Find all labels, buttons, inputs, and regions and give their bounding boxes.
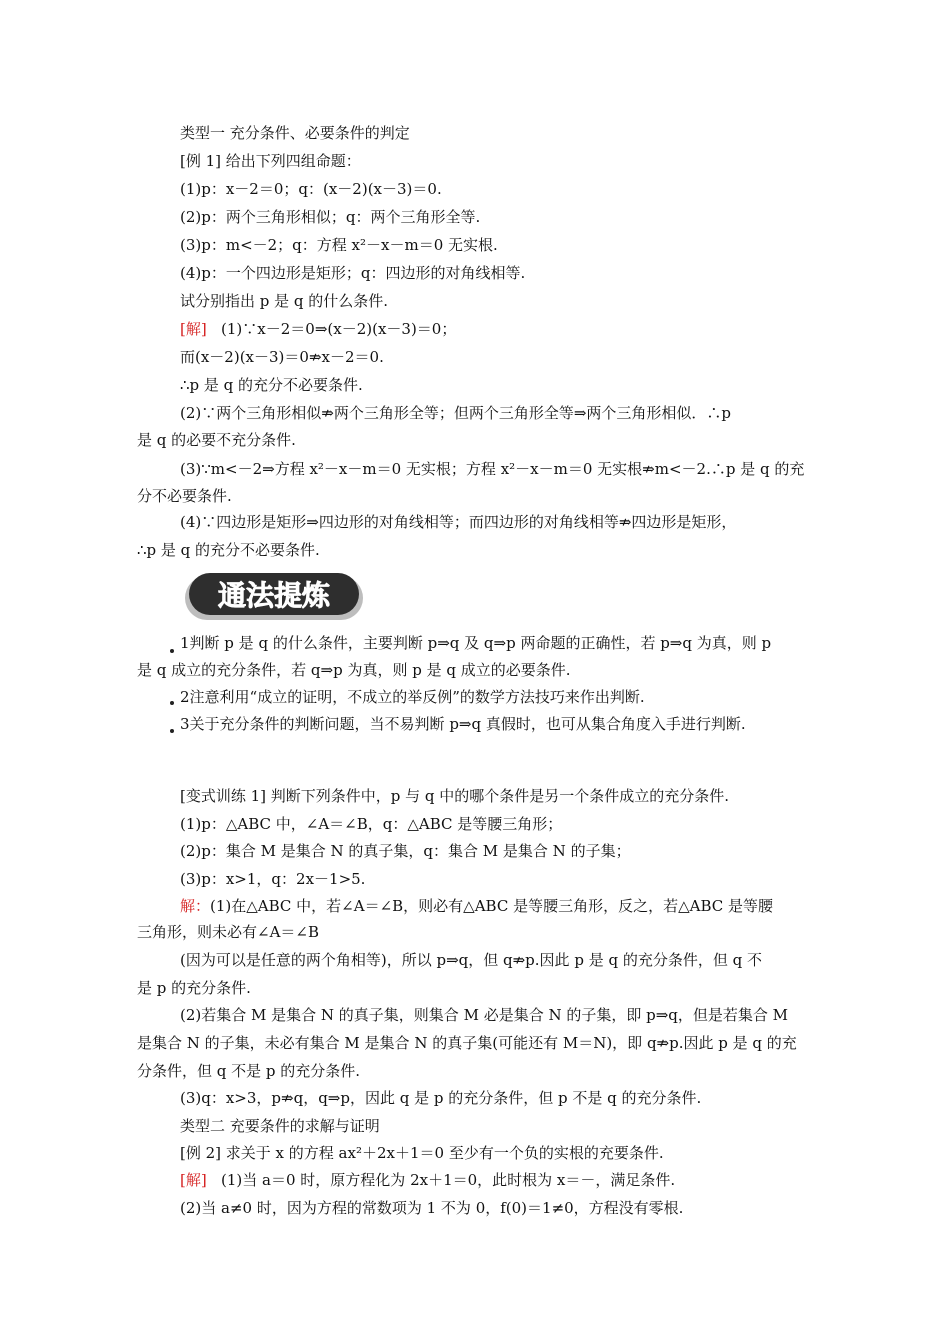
solution-1-line-6a: (4)∵四边形是矩形⇒四边形的对角线相等；而四边形的对角线相等⇏四边形是矩形， [180, 513, 737, 531]
solution-1-line-4a: (2)∵两个三角形相似⇏两个三角形全等；但两个三角形全等⇒两个三角形相似．∴p [180, 404, 731, 422]
solution-3-line-2: (2)当 a≠0 时，因为方程的常数项为 1 不为 0，f(0)＝1≠0，方程没有零根. [180, 1199, 684, 1217]
method-1-line-b: 是 q 成立的充分条件，若 q⇒p 为真，则 p 是 q 成立的必要条件. [137, 661, 571, 679]
bullet-dot [170, 729, 174, 733]
method-3-line: 3关于充分条件的判断问题，当不易判断 p⇒q 真假时，也可从集合角度入手进行判断. [180, 715, 746, 733]
solution-2-line-1a [180, 896, 830, 916]
example-1-item-3: (3)p：m<－2；q：方程 x²－x－m＝0 无实根. [180, 236, 498, 254]
solution-1-line-3: ∴p 是 q 的充分不必要条件. [180, 376, 363, 394]
example-2-title: [例 2] 求关于 x 的方程 ax²＋2x＋1＝0 至少有一个负的实根的充要条件. [180, 1144, 664, 1162]
solution-3-text: (1)当 a＝0 时，原方程化为 2x＋1＝0，此时根为 x＝－，满足条件. [221, 1171, 676, 1189]
solution-2-line-3: (3)q：x>3，p⇏q，q⇒p，因此 q 是 p 的充分条件，但 p 不是 q 的充分条件. [180, 1089, 702, 1107]
method-summary-banner [183, 572, 365, 622]
example-1-item-4: (4)p：一个四边形是矩形；q：四边形的对角线相等. [180, 264, 526, 282]
solution-1-line-5a: (3)∵m<－2⇒方程 x²－x－m＝0 无实根；方程 x²－x－m＝0 无实根⇏m<－2.∴p 是 q 的充 [180, 460, 805, 478]
variant-1-item-3: (3)p：x>1，q：2x－1>5. [180, 870, 366, 888]
solution-2-tag: 解： [180, 897, 211, 915]
solution-2-text: (1)在△ABC 中，若∠A＝∠B，则必有△ABC 是等腰三角形，反之，若△ABC 是等腰 [210, 897, 774, 915]
example-1-item-1: (1)p：x－2＝0；q：(x－2)(x－3)＝0. [180, 180, 442, 198]
solution-2-line-1b: 三角形，则未必有∠A＝∠B [137, 923, 319, 941]
solution-2-line-2a: (2)若集合 M 是集合 N 的真子集，则集合 M 必是集合 N 的子集，即 p⇒q，但是若集合 M [180, 1006, 789, 1024]
solution-1-tag: [解] [180, 320, 207, 338]
example-1-question: 试分别指出 p 是 q 的什么条件. [180, 292, 389, 310]
section-heading-type2: 类型二 充要条件的求解与证明 [180, 1117, 380, 1135]
solution-3-line-1 [180, 1170, 830, 1190]
solution-2-line-1d: 是 p 的充分条件. [137, 979, 251, 997]
method-2-line: 2注意利用“成立的证明，不成立的举反例”的数学方法技巧来作出判断. [180, 688, 645, 706]
bullet-dot [170, 701, 174, 705]
variant-1-item-2: (2)p：集合 M 是集合 N 的真子集，q：集合 M 是集合 N 的子集； [180, 842, 631, 860]
solution-2-line-2c: 分条件，但 q 不是 p 的充分条件. [137, 1062, 361, 1080]
solution-1-line-5b: 分不必要条件. [137, 487, 232, 505]
solution-1-line-2: 而(x－2)(x－3)＝0⇏x－2＝0. [180, 348, 384, 366]
variant-1-title: [变式训练 1] 判断下列条件中，p 与 q 中的哪个条件是另一个条件成立的充分条件. [180, 787, 730, 805]
solution-2-line-1c: (因为可以是任意的两个角相等)，所以 p⇒q，但 q⇏p.因此 p 是 q 的充分条件，但 q 不 [180, 951, 762, 969]
solution-1-line-6b: ∴p 是 q 的充分不必要条件. [137, 541, 320, 559]
solution-2-line-2b: 是集合 N 的子集，未必有集合 M 是集合 N 的真子集(可能还有 M＝N)，即 q⇏p.因此 p 是 q 的充 [137, 1034, 797, 1052]
section-heading-type1: 类型一 充分条件、必要条件的判定 [180, 124, 410, 142]
variant-1-item-1: (1)p：△ABC 中，∠A＝∠B，q：△ABC 是等腰三角形； [180, 815, 563, 833]
method-1-line-a: 1判断 p 是 q 的什么条件，主要判断 p⇒q 及 q⇒p 两命题的正确性，若 p⇒q 为真，则 p [180, 634, 772, 652]
solution-1-line-1 [180, 319, 830, 339]
example-1-item-2: (2)p：两个三角形相似；q：两个三角形全等. [180, 208, 481, 226]
solution-1-line-4b: 是 q 的必要不充分条件. [137, 431, 296, 449]
bullet-dot [170, 649, 174, 653]
example-1-title: [例 1] 给出下列四组命题： [180, 152, 361, 170]
solution-3-tag: [解] [180, 1171, 207, 1189]
solution-1-text: (1)∵x－2＝0⇒(x－2)(x－3)＝0； [221, 320, 457, 338]
banner-title: 通法提炼 [217, 579, 331, 612]
